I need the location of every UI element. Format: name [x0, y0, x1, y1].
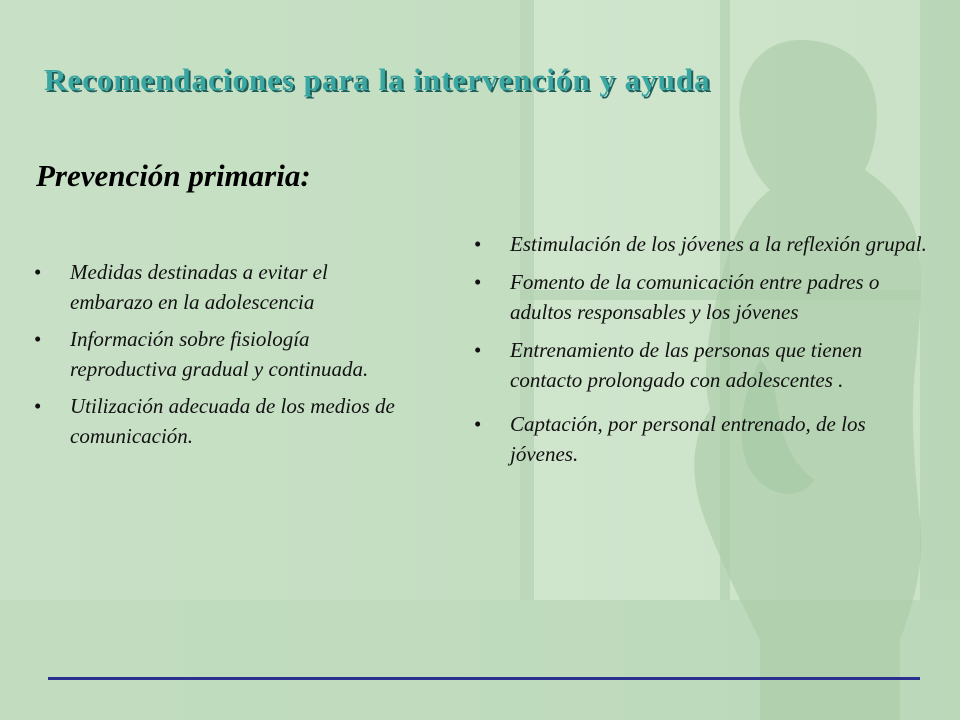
- bullet-icon: •: [34, 260, 42, 284]
- slide-subtitle: Prevención primaria:: [36, 158, 311, 193]
- list-item: [474, 335, 934, 395]
- list-item-text: Estimulación de los jóvenes a la reflexión grupal.: [510, 232, 927, 256]
- list-item-text: Fomento de la comunicación entre padres o adultos responsables y los jóvenes: [510, 270, 880, 324]
- list-item-text: Información sobre fisiología reproductiva gradual y continuada.: [70, 327, 369, 381]
- list-item: [474, 267, 934, 327]
- left-bullet-list: [34, 257, 414, 458]
- list-item: [34, 257, 414, 317]
- list-item: [474, 409, 934, 469]
- bullet-icon: •: [474, 412, 482, 436]
- footer-divider: [48, 677, 920, 680]
- bullet-icon: •: [474, 232, 482, 256]
- bullet-icon: •: [474, 270, 482, 294]
- list-item-text: Entrenamiento de las personas que tienen contacto prolongado con adolescentes .: [510, 338, 863, 392]
- list-item-text: Utilización adecuada de los medios de comunicación.: [70, 394, 395, 448]
- bullet-icon: •: [474, 338, 482, 362]
- list-item-text: Medidas destinadas a evitar el embarazo en la adolescencia: [70, 260, 328, 314]
- list-item: [34, 324, 414, 384]
- bullet-icon: •: [34, 394, 42, 418]
- list-item: [474, 229, 934, 259]
- right-bullet-list: [474, 229, 934, 477]
- list-item-text: Captación, por personal entrenado, de los jóvenes.: [510, 412, 866, 466]
- bullet-icon: •: [34, 327, 42, 351]
- slide-title: Recomendaciones para la intervención y ayuda: [44, 62, 711, 97]
- list-item: [34, 391, 414, 451]
